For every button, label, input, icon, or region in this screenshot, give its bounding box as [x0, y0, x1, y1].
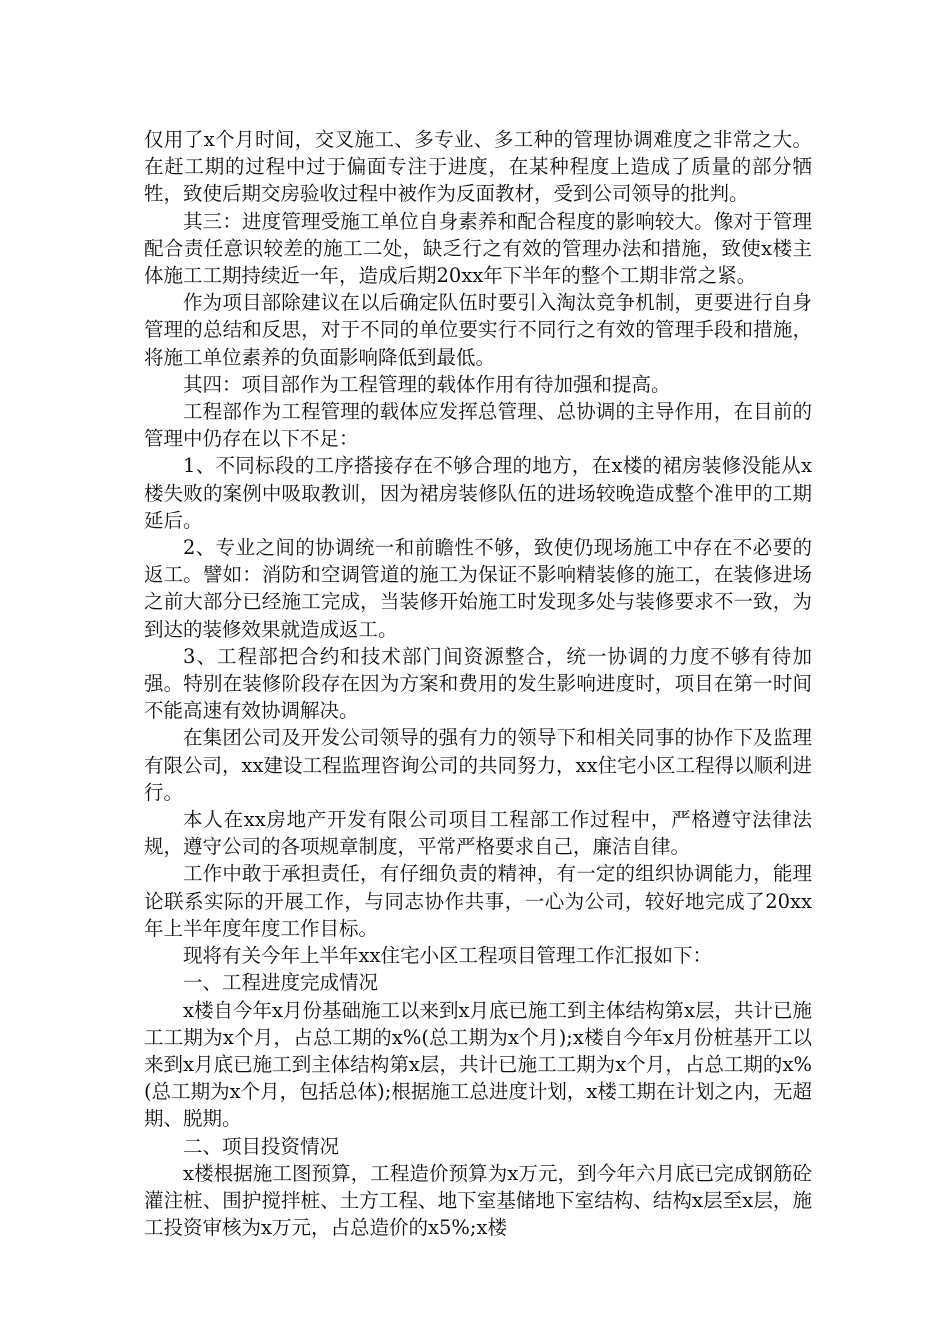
paragraph-6: 1、不同标段的工序搭接存在不够合理的地方，在x楼的裙房装修没能从x楼失败的案例中吸取教训，因为裙房装修队伍的进场较晚造成整个准甲的工期延后。: [144, 454, 812, 532]
paragraph-9: 在集团公司及开发公司领导的强有力的领导下和相关同事的协作下及监理有限公司，xx建设工程监理咨询公司的共同努力，xx住宅小区工程得以顺利进行。: [144, 726, 812, 804]
paragraph-2: 其三：进度管理受施工单位自身素养和配合程度的影响较大。像对于管理配合责任意识较差的施工二处，缺乏行之有效的管理办法和措施，致使x楼主体施工工期持续近一年，造成后期20xx年下半年的整个工期非常之紧。: [144, 209, 812, 288]
paragraph-16: x楼根据施工图预算，工程造价预算为x万元，到今年六月底已完成钢筋砼灌注桩、围护搅拌桩、土方工程、地下室基储地下室结构、结构x层至x层，施工投资审核为x万元，占总造价的x5%;x楼: [144, 1161, 812, 1240]
section-heading-progress: 一、工程进度完成情况: [183, 971, 379, 995]
paragraph-5: 工程部作为工程管理的载体应发挥总管理、总协调的主导作用，在目前的管理中仍存在以下不足：: [144, 400, 812, 451]
paragraph-3: 作为项目部除建议在以后确定队伍时要引入淘汰竞争机制，更要进行自身管理的总结和反思，对于不同的单位要实行不同行之有效的管理手段和措施，将施工单位素养的负面影响降低到最低。: [144, 291, 812, 369]
paragraph-8: 3、工程部把合约和技术部门间资源整合，统一协调的力度不够有待加强。特别在装修阶段存在因为方案和费用的发生影响进度时，项目在第一时间不能高速有效协调解决。: [144, 644, 812, 723]
paragraph-10: 本人在xx房地产开发有限公司项目工程部工作过程中，严格遵守法律法规，遵守公司的各项规章制度，平常严格要求自己，廉洁自律。: [144, 808, 812, 859]
paragraph-11: 工作中敢于承担责任，有仔细负责的精神，有一定的组织协调能力，能理论联系实际的开展工作，与同志协作共事，一心为公司，较好地完成了20xx年上半年度年度工作目标。: [144, 862, 812, 940]
paragraph-4: 其四：项目部作为工程管理的载体作用有待加强和提高。: [183, 372, 671, 396]
section-heading-investment: 二、项目投资情况: [183, 1134, 340, 1158]
paragraph-7: 2、专业之间的协调统一和前瞻性不够，致使仍现场施工中存在不必要的返工。譬如：消防和空调管道的施工为保证不影响精装修的施工，在装修进场之前大部分已经施工完成，当装修开始施工时发现多处与装修要求不一致，为到达的装修效果就造成返工。: [144, 536, 812, 641]
paragraph-1: 仅用了x个月时间，交叉施工、多专业、多工种的管理协调难度之非常之大。在赶工期的过程中过于偏面专注于进度，在某种程度上造成了质量的部分牺牲，致使后期交房验收过程中被作为反面教材，受到公司领导的批判。: [144, 128, 812, 206]
paragraph-14: x楼自今年x月份基础施工以来到x月底已施工到主体结构第x层，共计已施工工期为x个月，占总工期的x%(总工期为x个月);x楼自今年x月份桩基开工以来到x月底已施工到主体结构第x层，共计已施工工期为x个月，占总工期的x%(总工期为x个月，包括总体);根据施工总进度计划，x楼工期在计划之内，无超期、脱期。: [144, 998, 812, 1131]
document-page: [144, 126, 812, 1241]
paragraph-12: 现将有关今年上半年xx住宅小区工程项目管理工作汇报如下：: [183, 944, 712, 968]
